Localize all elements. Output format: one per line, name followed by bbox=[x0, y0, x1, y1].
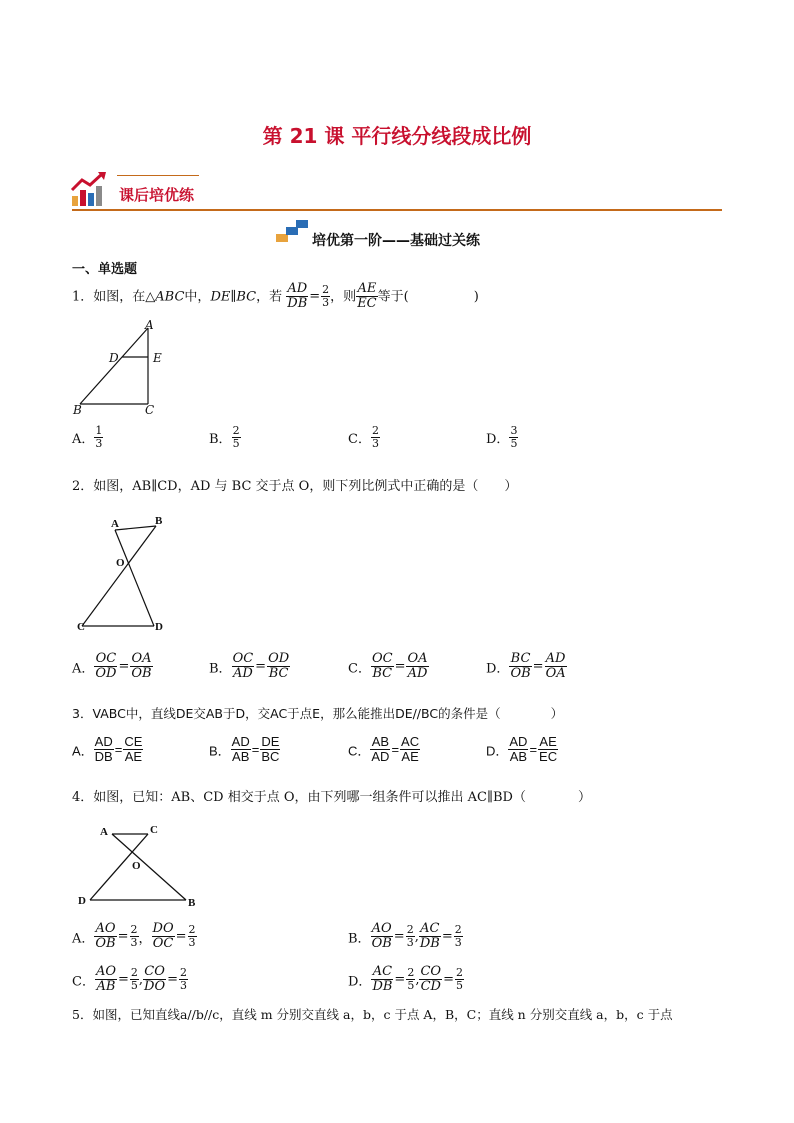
stairs-icon bbox=[274, 218, 310, 244]
banner-rule bbox=[72, 209, 722, 211]
q1-option-c[interactable]: C． $\frac{2}{3}$ bbox=[348, 424, 379, 451]
q2-option-d[interactable]: D． $\frac{BC}{OB}$ = $\frac{AD}{OA}$ bbox=[486, 651, 566, 682]
q2-label-o: O bbox=[116, 557, 125, 569]
q4-option-b[interactable]: B． $\frac{AO}{OB}$ = $\frac{2}{3}$ , $\frac{AC}{DB}$ = $\frac{2}{3}$ bbox=[348, 921, 462, 952]
banner-heading: 课后培优练 bbox=[119, 186, 195, 204]
question-3: 3．VABC中，直线DE交AB于D，交AC于点E，那么能推出DE//BC的条件是（ ） bbox=[72, 706, 564, 721]
q3-option-a[interactable]: A． $\frac{AD}{DB}$ = $\frac{CE}{AE}$ bbox=[72, 734, 143, 765]
q1-option-d[interactable]: D． $\frac{3}{5}$ bbox=[486, 424, 518, 451]
tier-heading: 培优第一阶——基础过关练 bbox=[312, 233, 480, 249]
q1-de: DE bbox=[210, 289, 231, 305]
question-2: 2．如图，AB∥CD，AD 与 BC 交于点 O，则下列比例式中正确的是（ ） bbox=[72, 479, 518, 494]
q1-label-c: C bbox=[145, 403, 155, 417]
q4-label-d: D bbox=[78, 895, 86, 907]
q1-label-a: A bbox=[145, 318, 154, 332]
q1-triangle-name: ABC bbox=[155, 289, 185, 305]
q2-option-a[interactable]: A． $\frac{OC}{OD}$ = $\frac{OA}{OB}$ bbox=[72, 651, 152, 682]
q4-option-c[interactable]: C． $\frac{AO}{AB}$ = $\frac{2}{5}$ , $\frac{CO}{DO}$ = $\frac{2}{3}$ bbox=[72, 964, 188, 995]
q1-fraction-ad-db: $\frac{AD}{DB}$ bbox=[287, 281, 308, 312]
rising-chart-icon bbox=[70, 170, 110, 208]
q3-option-b[interactable]: B． $\frac{AD}{AB}$ = $\frac{DE}{BC}$ bbox=[209, 734, 280, 765]
q1-suffix: 等于( ) bbox=[377, 289, 479, 305]
q2-crossed-figure bbox=[72, 518, 172, 633]
q1-bc: BC bbox=[236, 289, 257, 305]
q1-option-b[interactable]: B． $\frac{2}{5}$ bbox=[209, 424, 240, 451]
q1-mid: 中， bbox=[184, 289, 211, 305]
q4-label-c: C bbox=[150, 824, 158, 836]
page-title: 第 21 课 平行线分线段成比例 bbox=[262, 124, 532, 148]
q1-label-b: B bbox=[73, 403, 82, 417]
q1-triangle-figure bbox=[70, 318, 170, 418]
q2-label-b: B bbox=[155, 515, 163, 527]
q1-parallel-symbol: ∥ bbox=[230, 289, 237, 305]
q2-label-a: A bbox=[111, 518, 119, 530]
q1-equals: = bbox=[309, 289, 321, 305]
q1-fraction-2-3: $\frac{2}{3}$ bbox=[322, 283, 330, 310]
banner-top-rule bbox=[117, 175, 199, 176]
question-1 bbox=[72, 282, 479, 312]
q2-option-b[interactable]: B． $\frac{OC}{AD}$ = $\frac{OD}{BC}$ bbox=[209, 651, 290, 682]
q1-ze: ，则 bbox=[330, 289, 357, 305]
q3-option-c[interactable]: C． $\frac{AB}{AD}$ = $\frac{AC}{AE}$ bbox=[348, 734, 420, 765]
question-4: 4．如图，已知：AB、CD 相交于点 O，由下列哪一组条件可以推出 AC∥BD（ ） bbox=[72, 790, 591, 805]
q1-fraction-ae-ec: $\frac{AE}{EC}$ bbox=[357, 281, 377, 312]
question-5: 5．如图，已知直线a//b//c，直线 m 分别交直线 a，b，c 于点 A，B，C；直线 n 分别交直线 a，b，c 于点 bbox=[72, 1007, 673, 1022]
q1-label-d: D bbox=[109, 351, 119, 365]
q1-label-e: E bbox=[153, 351, 162, 365]
q1-prefix: 1．如图，在△ bbox=[72, 289, 156, 305]
q2-label-c: C bbox=[77, 621, 85, 633]
section-heading: 一、单选题 bbox=[72, 262, 138, 277]
q4-option-a[interactable]: A． $\frac{AO}{OB}$ = $\frac{2}{3}$ ， $\frac{DO}{OC}$ = $\frac{2}{3}$ bbox=[72, 921, 196, 952]
q4-label-o: O bbox=[132, 860, 141, 872]
q1-ruo: ，若 bbox=[256, 289, 283, 305]
q4-label-b: B bbox=[188, 897, 196, 909]
q1-option-a[interactable]: A． $\frac{1}{3}$ bbox=[72, 424, 103, 451]
q2-option-c[interactable]: C． $\frac{OC}{BC}$ = $\frac{OA}{AD}$ bbox=[348, 651, 428, 682]
q4-label-a: A bbox=[100, 826, 108, 838]
q3-option-d[interactable]: D． $\frac{AD}{AB}$ = $\frac{AE}{EC}$ bbox=[486, 734, 558, 765]
q2-label-d: D bbox=[155, 621, 163, 633]
q4-option-d[interactable]: D． $\frac{AC}{DB}$ = $\frac{2}{5}$ , $\frac{CO}{CD}$ = $\frac{2}{5}$ bbox=[348, 964, 463, 995]
